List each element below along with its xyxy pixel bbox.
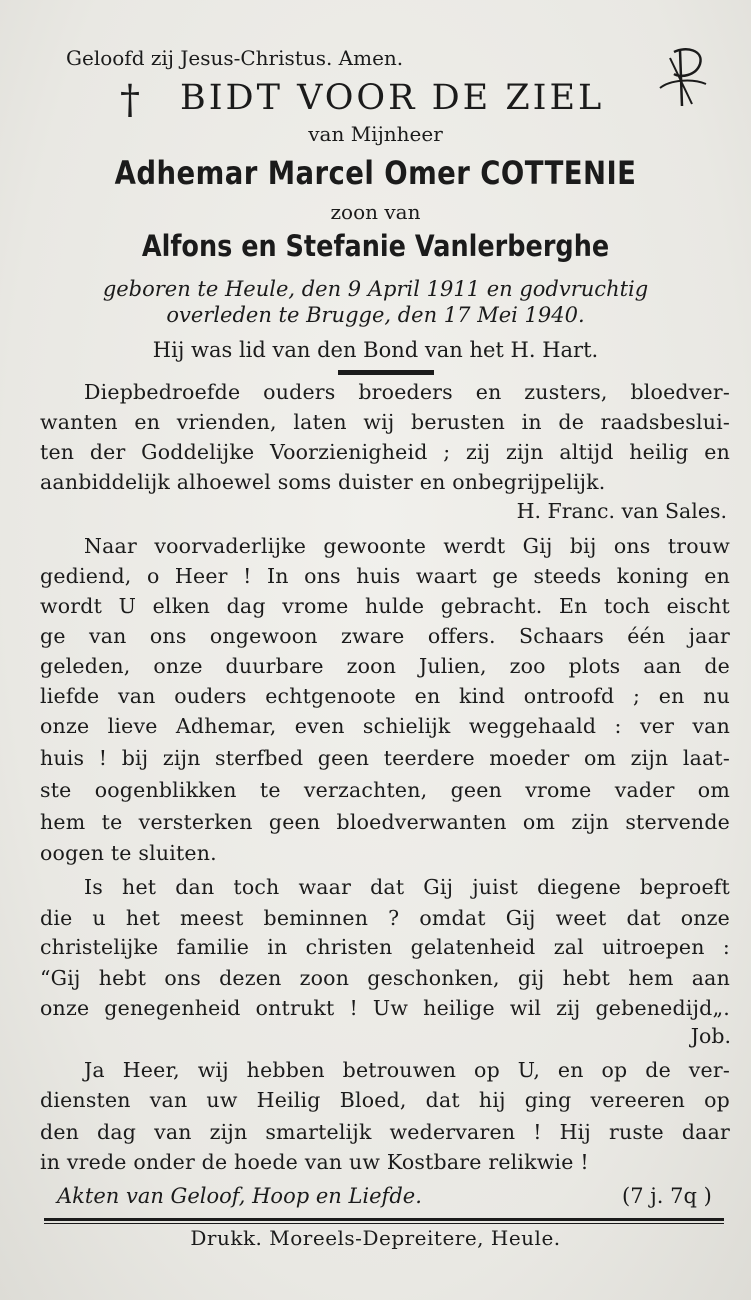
relation-line: zoon van	[330, 200, 421, 224]
paragraph-line: Ja Heer, wij hebben betrouwen op U, en op de ver-	[84, 1058, 730, 1082]
divider-rule	[338, 370, 434, 375]
paragraph-line: ge van ons ongewoon zware offers. Schaars één jaar	[40, 624, 730, 648]
paragraph-line: christelijke familie in christen gelatenheid zal uitroepen :	[40, 935, 730, 959]
paragraph-line: den dag van zijn smartelijk wedervaren ! Hij ruste daar	[40, 1120, 730, 1144]
paragraph-line: gediend, o Heer ! In ons huis waart ge steeds koning en	[40, 564, 730, 588]
paragraph-line: onze genegenheid ontrukt ! Uw heilige wil zij gebenedijd„.	[40, 996, 730, 1020]
printer-credit: Drukk. Moreels-Depreitere, Heule.	[190, 1226, 561, 1250]
cross-icon: †	[120, 77, 140, 123]
paragraph-line: ste oogenblikken te verzachten, geen vrome vader om	[40, 778, 730, 802]
membership-line: Hij was lid van den Bond van het H. Hart.	[152, 338, 599, 362]
paragraph-line: “Gij hebt ons dezen zoon geschonken, gij hebt hem aan	[40, 966, 730, 990]
paragraph-line: liefde van ouders echtgenoote en kind ontroofd ; en nu	[40, 684, 730, 708]
paragraph-line: Is het dan toch waar dat Gij juist diegene beproeft	[84, 875, 730, 899]
paragraph-line: hem te versterken geen bloedverwanten om zijn stervende	[40, 810, 730, 834]
paragraph-line: wordt U elken dag vrome hulde gebracht. En toch eischt	[40, 594, 730, 618]
death-line: overleden te Brugge, den 17 Mei 1940.	[166, 303, 585, 327]
deceased-name: Adhemar Marcel Omer COTTENIE	[114, 154, 637, 192]
paragraph-line: Diepbedroefde ouders broeders en zusters, bloedver-	[84, 380, 730, 404]
paragraph-line: die u het meest beminnen ? omdat Gij weet dat onze	[40, 906, 730, 930]
attribution-sales: H. Franc. van Sales.	[516, 499, 727, 523]
handwritten-pen-mark-icon	[652, 44, 716, 118]
header-motto: Geloofd zij Jesus-Christus. Amen.	[66, 46, 404, 70]
birth-line: geboren te Heule, den 9 April 1911 en godvruchtig	[102, 277, 649, 301]
footer-rule	[44, 1218, 724, 1221]
paragraph-line: huis ! bij zijn sterfbed geen teerdere moeder om zijn laat-	[40, 746, 730, 770]
parents-names: Alfons en Stefanie Vanlerberghe	[141, 229, 610, 263]
paragraph-line: diensten van uw Heilig Bloed, dat hij ging vereeren op	[40, 1088, 730, 1112]
paragraph-line: Naar voorvaderlijke gewoonte werdt Gij bij ons trouw	[84, 534, 730, 558]
paragraph-line: oogen te sluiten.	[40, 841, 217, 865]
paragraph-line: in vrede onder de hoede van uw Kostbare relikwie !	[40, 1150, 589, 1174]
card-title: BIDT VOOR DE ZIEL	[180, 78, 605, 118]
paragraph-line: geleden, onze duurbare zoon Julien, zoo plots aan de	[40, 654, 730, 678]
indulgence-note: (7 j. 7q )	[622, 1184, 712, 1208]
honorific: van Mijnheer	[308, 122, 443, 146]
paragraph-line: ten der Goddelijke Voorzienigheid ; zij zijn altijd heilig en	[40, 440, 730, 464]
paragraph-line: wanten en vrienden, laten wij berusten in de raadsbeslui-	[40, 410, 730, 434]
paragraph-line: onze lieve Adhemar, even schielijk weggehaald : ver van	[40, 714, 730, 738]
attribution-job: Job.	[690, 1024, 731, 1048]
acts-of-faith-line: Akten van Geloof, Hoop en Liefde.	[57, 1184, 422, 1208]
paragraph-line: aanbiddelijk alhoewel soms duister en onbegrijpelijk.	[40, 470, 606, 494]
footer-rule-thin	[44, 1223, 724, 1224]
